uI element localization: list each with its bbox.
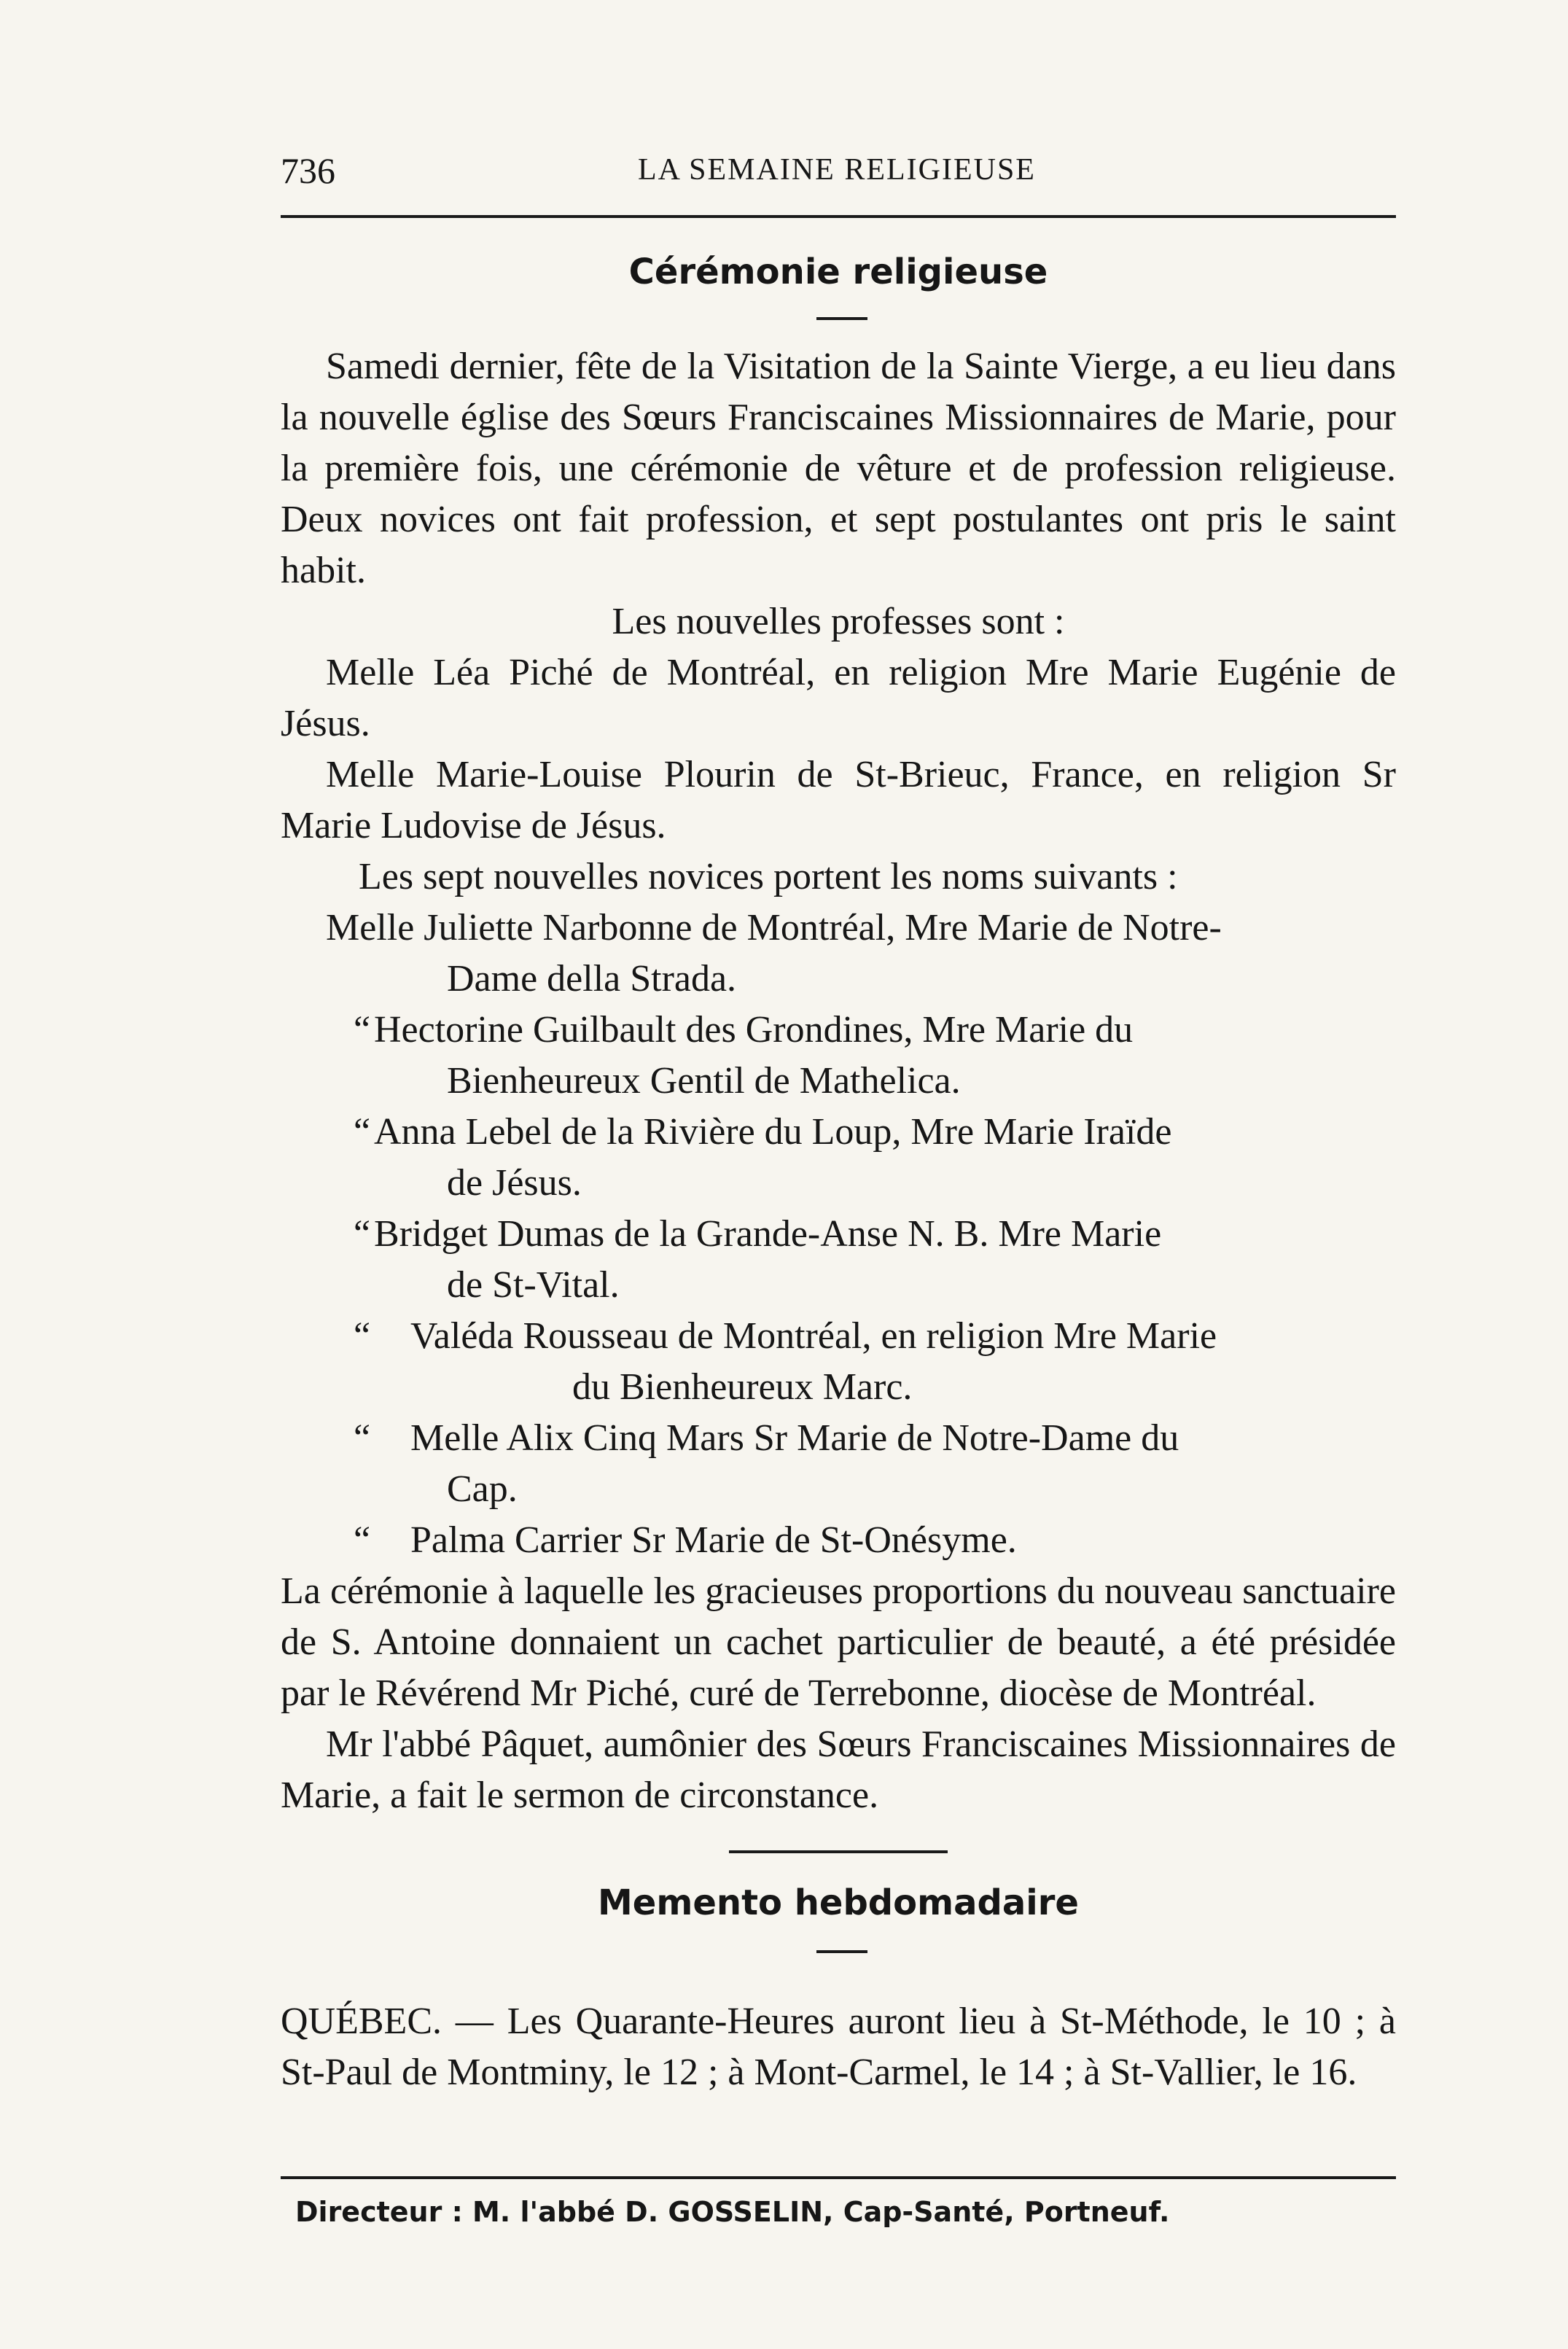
running-head: LA SEMAINE RELIGIEUSE (638, 153, 1036, 187)
page-number: 736 (281, 150, 335, 191)
novice-main: Valéda Rousseau de Montréal, en religion Mre Marie (410, 1315, 1217, 1357)
ditto-mark: “ (354, 1519, 371, 1561)
professes-intro: Les nouvelles professes sont : (612, 601, 1065, 642)
ditto-mark: “ (354, 1417, 371, 1459)
novice-entry-2 (281, 1005, 1396, 1107)
page (281, 0, 1396, 2349)
novice-cont: de St-Vital. (447, 1264, 620, 1306)
memento-text: QUÉBEC. — Les Quarante-Heures auront lieu à St-Méthode, le 10 ; à St-Paul de Montminy, le 12 ; à Mont-Carmel, le 14 ; à St-Vallier, le 16. (281, 2001, 1396, 2093)
novice-cont: du Bienheureux Marc. (572, 1366, 913, 1408)
novice-cont: Bienheureux Gentil de Mathelica. (447, 1060, 961, 1102)
closing-paragraph-2: Mr l'abbé Pâquet, aumônier des Sœurs Franciscaines Missionnaires de Marie, a fait le sermon de circonstance. (281, 1723, 1396, 1816)
footer-credit: Directeur : M. l'abbé D. GOSSELIN, Cap-Santé, Portneuf. (295, 2196, 1170, 2228)
ceremonie-body (281, 341, 1396, 1821)
novice-main: Hectorine Guilbault des Grondines, Mre Marie du (374, 1009, 1134, 1051)
novice-entry-4 (281, 1209, 1396, 1311)
page-header (281, 149, 1396, 200)
professe-2: Melle Marie-Louise Plourin de St-Brieuc, France, en religion Sr Marie Ludovise de Jésus. (281, 754, 1396, 846)
novice-main: Bridget Dumas de la Grande-Anse N. B. Mre Marie (374, 1213, 1162, 1255)
novice-main: Palma Carrier Sr Marie de St-Onésyme. (410, 1519, 1017, 1561)
memento-body (281, 1996, 1396, 2098)
ditto-mark: “ (354, 1009, 371, 1051)
closing-paragraph-1: La cérémonie à laquelle les gracieuses proportions du nouveau sanctuaire de S. Antoine donnaient un cachet particulier de beauté, a été présidée par le Révérend Mr Piché, curé de Terrebonne, diocèse de Montréal. (281, 1570, 1396, 1714)
novice-entry-1 (281, 903, 1396, 1005)
ceremonie-paragraph: Samedi dernier, fête de la Visitation de la Sainte Vierge, a eu lieu dans la nouvelle église des Sœurs Franciscaines Missionnaires de Marie, pour la première fois, une cérémonie de vêture et de profession religieuse. Deux novices ont fait profession, et sept postulantes ont pris le saint habit. (281, 346, 1396, 591)
title-dash (816, 317, 867, 320)
novice-cont: Cap. (447, 1468, 518, 1510)
novice-entry-3 (281, 1107, 1396, 1209)
novices-intro: Les sept nouvelles novices portent les noms suivants : (359, 856, 1178, 897)
novice-entry-6 (281, 1413, 1396, 1515)
novice-main: Melle Alix Cinq Mars Sr Marie de Notre-Dame du (410, 1417, 1179, 1459)
title-dash (816, 1950, 867, 1953)
novice-main: Anna Lebel de la Rivière du Loup, Mre Marie Iraïde (374, 1111, 1172, 1153)
header-rule (281, 215, 1396, 218)
footer-rule (281, 2176, 1396, 2179)
novice-cont: Dame della Strada. (447, 958, 737, 1000)
ditto-mark: “ (354, 1111, 371, 1153)
section-title-ceremonie: Cérémonie religieuse (628, 252, 1048, 292)
section-title-memento: Memento hebdomadaire (598, 1882, 1079, 1923)
novice-main: Melle Juliette Narbonne de Montréal, Mre Marie de Notre- (326, 907, 1222, 948)
novice-entry-7 (281, 1515, 1396, 1566)
ditto-mark: “ (354, 1315, 371, 1357)
novice-entry-5 (281, 1311, 1396, 1413)
professe-1: Melle Léa Piché de Montréal, en religion Mre Marie Eugénie de Jésus. (281, 652, 1396, 744)
ditto-mark: “ (354, 1213, 371, 1255)
section-separator (729, 1850, 948, 1853)
novice-cont: de Jésus. (447, 1162, 582, 1204)
